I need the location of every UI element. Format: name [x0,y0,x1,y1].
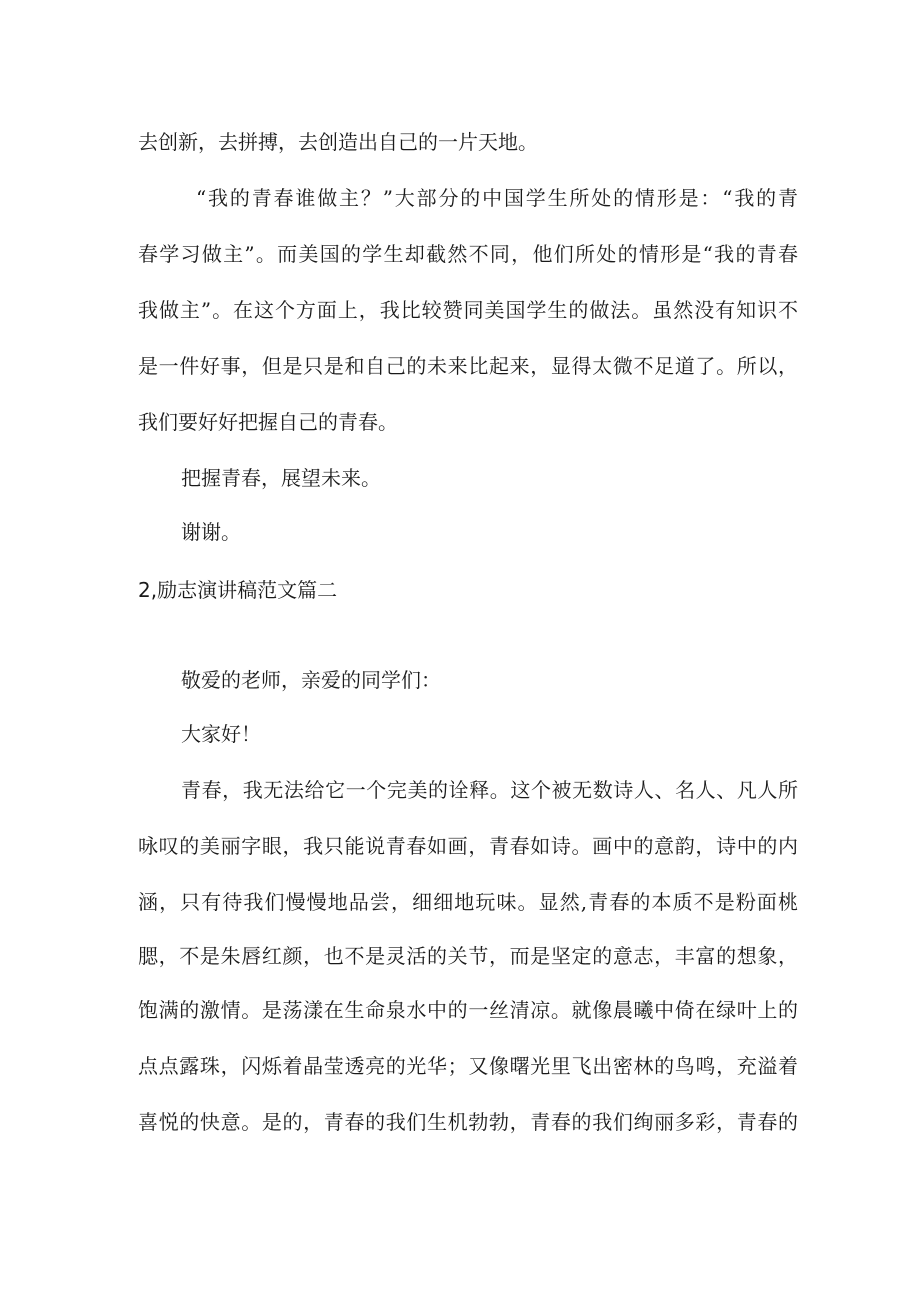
paragraph-line: 腮，不是朱唇红颜，也不是灵活的关节，而是坚定的意志，丰富的想象， [138,944,798,968]
paragraph-line: 咏叹的美丽字眼，我只能说青春如画，青春如诗。画中的意韵，诗中的内 [138,834,798,858]
paragraph-line: 饱满的激情。是荡漾在生命泉水中的一丝清凉。就像晨曦中倚在绿叶上的 [138,998,798,1022]
paragraph-line: 喜悦的快意。是的，青春的我们生机勃勃，青春的我们绚丽多彩，青春的 [138,1110,798,1134]
paragraph-line: 我们要好好把握自己的青春。 [138,410,398,434]
paragraph-line: 涵，只有待我们慢慢地品尝，细细地玩味。显然,青春的本质不是粉面桃 [138,890,798,914]
paragraph-line: 青春，我无法给它一个完美的诠释。这个被无数诗人、名人、凡人所 [181,778,798,802]
paragraph-line: “我的青春谁做主？”大部分的中国学生所处的情形是：“我的青 [196,186,798,210]
paragraph-line: 点点露珠，闪烁着晶莹透亮的光华；又像曙光里飞出密林的鸟鸣，充溢着 [138,1054,798,1078]
paragraph-line: 谢谢。 [181,520,241,544]
paragraph-line: 去创新，去拼搏，去创造出自己的一片天地。 [138,130,538,154]
paragraph-line: 春学习做主”。而美国的学生却截然不同，他们所处的情形是“我的青春 [138,242,798,266]
paragraph-line: 是一件好事，但是只是和自己的未来比起来，显得太微不足道了。所以， [138,354,798,378]
greeting: 大家好！ [181,722,261,746]
paragraph-line: 把握青春，展望未来。 [181,466,381,490]
section-heading: 2,励志演讲稿范文篇二 [138,578,338,602]
paragraph-line: 我做主”。在这个方面上，我比较赞同美国学生的做法。虽然没有知识不 [138,298,798,322]
salutation: 敬爱的老师，亲爱的同学们： [181,668,441,692]
